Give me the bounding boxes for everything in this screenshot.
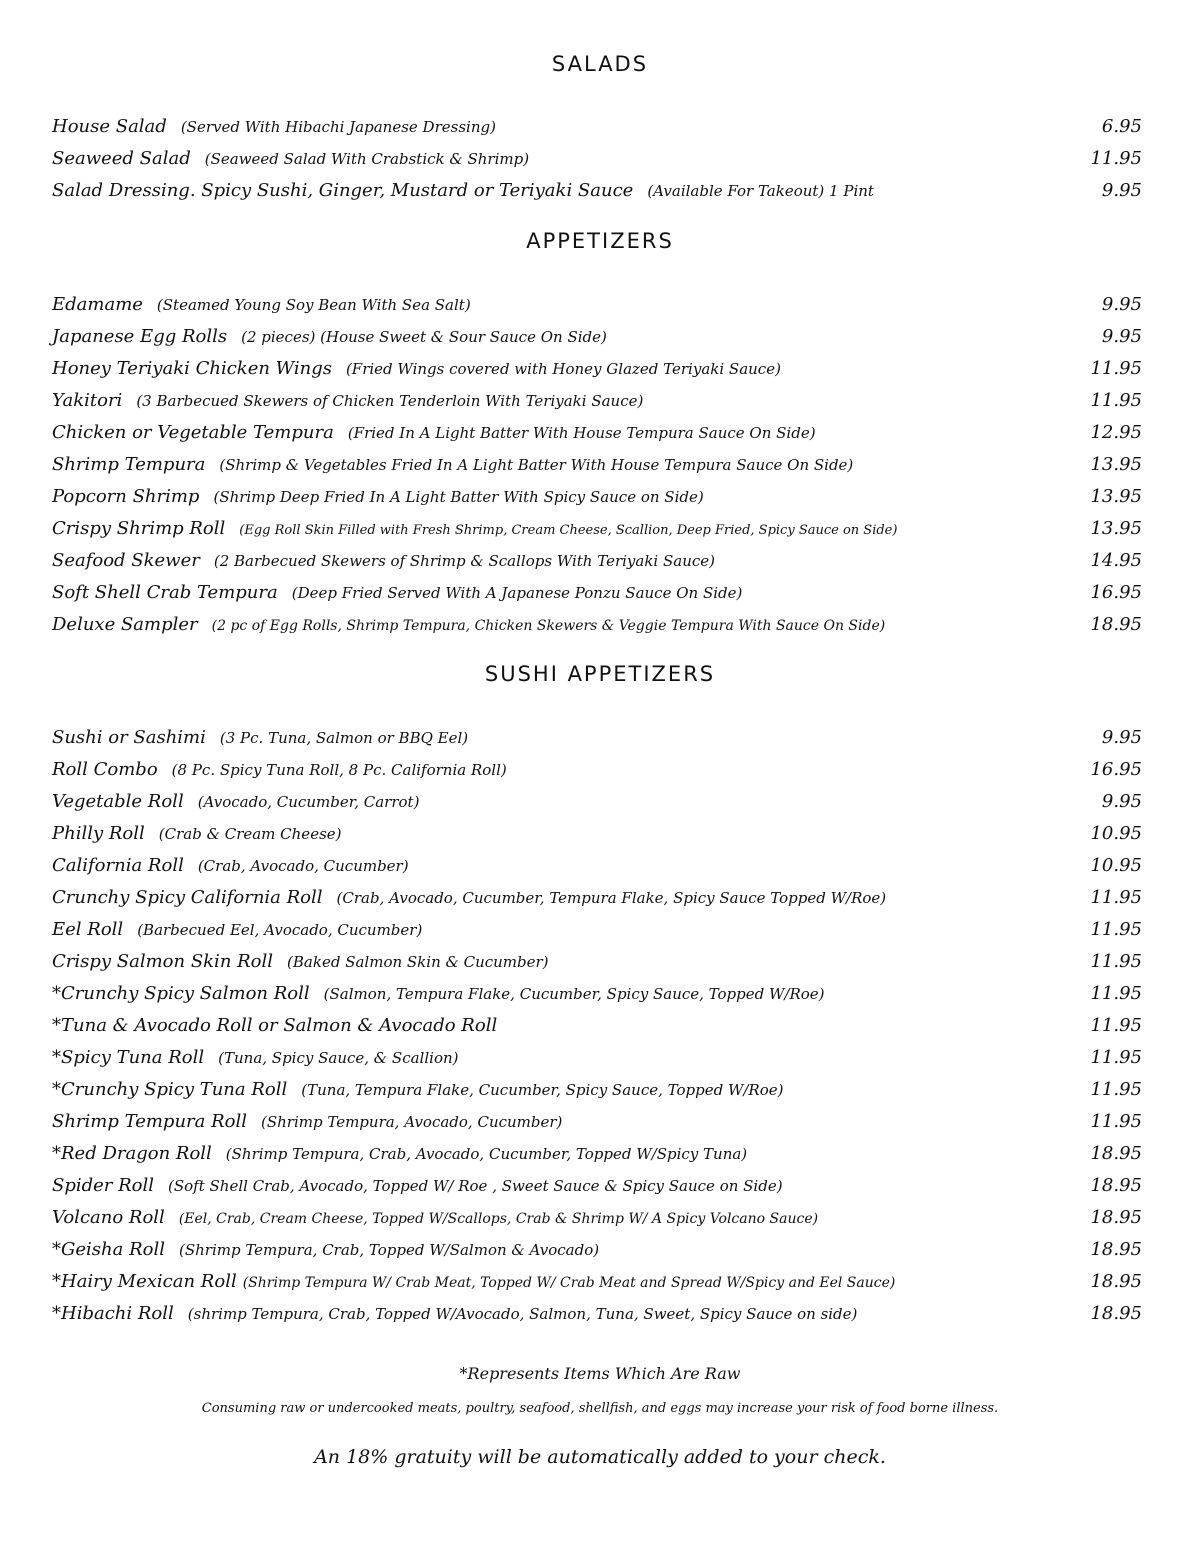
item-description: (Tuna, Tempura Flake, Cucumber, Spicy Sauce, Topped W/Roe) <box>301 1081 784 1099</box>
item-price: 18.95 <box>1090 1207 1142 1228</box>
item-name: Crispy Shrimp Roll <box>52 518 226 539</box>
item-description: (3 Barbecued Skewers of Chicken Tenderloin With Teriyaki Sauce) <box>136 392 644 410</box>
item-description: (Shrimp Tempura, Avocado, Cucumber) <box>261 1113 563 1131</box>
menu-item <box>52 614 1142 644</box>
item-price: 13.95 <box>1090 518 1142 539</box>
item-description: (Salmon, Tempura Flake, Cucumber, Spicy Sauce, Topped W/Roe) <box>323 985 825 1003</box>
health-disclaimer: Consuming raw or undercooked meats, poultry, seafood, shellfish, and eggs may increase your risk of food borne illness. <box>201 1401 999 1416</box>
item-description: (Egg Roll Skin Filled with Fresh Shrimp, Cream Cheese, Scallion, Deep Fried, Spicy Sauce on Side) <box>239 523 898 538</box>
item-name: *Tuna & Avocado Roll or Salmon & Avocado Roll <box>52 1015 498 1036</box>
menu-item <box>52 1271 1142 1301</box>
item-name: Salad Dressing. Spicy Sushi, Ginger, Mustard or Teriyaki Sauce <box>52 180 634 201</box>
menu-item <box>52 422 1142 452</box>
menu-item <box>52 951 1142 981</box>
menu-item <box>52 390 1142 420</box>
item-name: Shrimp Tempura <box>52 454 206 475</box>
item-name: *Spicy Tuna Roll <box>52 1047 205 1068</box>
item-price: 11.95 <box>1090 390 1142 411</box>
menu-item <box>52 486 1142 516</box>
menu-item <box>52 1303 1142 1333</box>
item-description: (2 pc of Egg Rolls, Shrimp Tempura, Chicken Skewers & Veggie Tempura With Sauce On Side) <box>211 618 886 634</box>
menu-item <box>52 358 1142 388</box>
item-description: (Served With Hibachi Japanese Dressing) <box>180 118 496 136</box>
item-name: California Roll <box>52 855 184 876</box>
item-price: 9.95 <box>1101 294 1142 315</box>
menu-item <box>52 855 1142 885</box>
item-price: 11.95 <box>1090 983 1142 1004</box>
item-price: 18.95 <box>1090 1303 1142 1324</box>
menu-item <box>52 1047 1142 1077</box>
item-description: (Barbecued Eel, Avocado, Cucumber) <box>137 921 423 939</box>
item-name: *Hairy Mexican Roll <box>52 1271 237 1292</box>
section-title-sushi-appetizers: SUSHI APPETIZERS <box>484 662 716 686</box>
item-price: 11.95 <box>1090 1079 1142 1100</box>
item-name: Deluxe Sampler <box>52 614 198 635</box>
item-name: Seaweed Salad <box>52 148 191 169</box>
menu-item <box>52 1207 1142 1237</box>
menu-item <box>52 1015 1142 1045</box>
section-title-salads: SALADS <box>551 52 649 76</box>
item-price: 13.95 <box>1090 454 1142 475</box>
menu-item <box>52 759 1142 789</box>
item-description: (Baked Salmon Skin & Cucumber) <box>287 953 549 971</box>
item-price: 11.95 <box>1090 148 1142 169</box>
item-name: *Geisha Roll <box>52 1239 165 1260</box>
item-name: Shrimp Tempura Roll <box>52 1111 248 1132</box>
item-name: *Crunchy Spicy Salmon Roll <box>52 983 310 1004</box>
item-description: (8 Pc. Spicy Tuna Roll, 8 Pc. California Roll) <box>171 761 507 779</box>
item-price: 11.95 <box>1090 919 1142 940</box>
item-name: Eel Roll <box>52 919 124 940</box>
item-price: 11.95 <box>1090 1111 1142 1132</box>
item-name: *Hibachi Roll <box>52 1303 174 1324</box>
item-price: 11.95 <box>1090 887 1142 908</box>
menu-item <box>52 1175 1142 1205</box>
menu-item <box>52 180 1142 210</box>
item-description: (Shrimp Tempura, Crab, Topped W/Salmon & Avocado) <box>178 1241 600 1259</box>
item-price: 10.95 <box>1090 855 1142 876</box>
menu-item <box>52 294 1142 324</box>
item-description: (Eel, Crab, Cream Cheese, Topped W/Scallops, Crab & Shrimp W/ A Spicy Volcano Sauce) <box>178 1211 819 1227</box>
item-name: Vegetable Roll <box>52 791 184 812</box>
item-name: House Salad <box>52 116 167 137</box>
menu-item <box>52 1143 1142 1173</box>
item-description: (shrimp Tempura, Crab, Topped W/Avocado, Salmon, Tuna, Sweet, Spicy Sauce on side) <box>187 1305 858 1323</box>
item-price: 18.95 <box>1090 1143 1142 1164</box>
menu-item <box>52 1079 1142 1109</box>
item-description: (Shrimp Deep Fried In A Light Batter With Spicy Sauce on Side) <box>213 488 704 506</box>
item-description: (Avocado, Cucumber, Carrot) <box>197 793 420 811</box>
item-price: 18.95 <box>1090 1239 1142 1260</box>
raw-items-note: *Represents Items Which Are Raw <box>459 1364 741 1383</box>
item-name: *Crunchy Spicy Tuna Roll <box>52 1079 288 1100</box>
item-name: Japanese Egg Rolls <box>52 326 228 347</box>
item-description: (Deep Fried Served With A Japanese Ponzu Sauce On Side) <box>291 584 743 602</box>
item-price: 18.95 <box>1090 614 1142 635</box>
item-name: Crispy Salmon Skin Roll <box>52 951 274 972</box>
item-price: 9.95 <box>1101 326 1142 347</box>
item-price: 11.95 <box>1090 1015 1142 1036</box>
item-description: (2 Barbecued Skewers of Shrimp & Scallops With Teriyaki Sauce) <box>213 552 715 570</box>
item-price: 11.95 <box>1090 358 1142 379</box>
item-description: (Soft Shell Crab, Avocado, Topped W/ Roe , Sweet Sauce & Spicy Sauce on Side) <box>168 1177 783 1195</box>
gratuity-notice: An 18% gratuity will be automatically added to your check. <box>314 1446 886 1468</box>
menu-item <box>52 983 1142 1013</box>
item-description: (Shrimp & Vegetables Fried In A Light Batter With House Tempura Sauce On Side) <box>219 456 854 474</box>
item-name: Spider Roll <box>52 1175 155 1196</box>
item-name: Popcorn Shrimp <box>52 486 200 507</box>
item-price: 14.95 <box>1090 550 1142 571</box>
menu-item <box>52 454 1142 484</box>
item-description: (Available For Takeout) 1 Pint <box>647 182 874 200</box>
item-price: 16.95 <box>1090 759 1142 780</box>
menu-item <box>52 1239 1142 1269</box>
item-price: 13.95 <box>1090 486 1142 507</box>
item-description: (Fried Wings covered with Honey Glazed Teriyaki Sauce) <box>345 360 781 378</box>
item-name: Philly Roll <box>52 823 145 844</box>
item-name: Honey Teriyaki Chicken Wings <box>52 358 332 379</box>
menu-item <box>52 326 1142 356</box>
item-price: 18.95 <box>1090 1271 1142 1292</box>
item-description: (Crab, Avocado, Cucumber) <box>197 857 409 875</box>
menu-item <box>52 791 1142 821</box>
item-name: Edamame <box>52 294 143 315</box>
item-price: 9.95 <box>1101 727 1142 748</box>
item-description: (3 Pc. Tuna, Salmon or BBQ Eel) <box>219 729 469 747</box>
item-name: Seafood Skewer <box>52 550 200 571</box>
item-price: 11.95 <box>1090 951 1142 972</box>
menu-item <box>52 116 1142 146</box>
item-name: Soft Shell Crab Tempura <box>52 582 278 603</box>
menu-item <box>52 1111 1142 1141</box>
menu-item <box>52 518 1142 548</box>
item-name: Volcano Roll <box>52 1207 165 1228</box>
item-name: *Red Dragon Roll <box>52 1143 212 1164</box>
item-name: Sushi or Sashimi <box>52 727 206 748</box>
item-name: Roll Combo <box>52 759 158 780</box>
item-description: (Crab & Cream Cheese) <box>158 825 342 843</box>
item-description: (2 pieces) (House Sweet & Sour Sauce On Side) <box>241 328 607 346</box>
item-name: Chicken or Vegetable Tempura <box>52 422 334 443</box>
item-price: 6.95 <box>1101 116 1142 137</box>
item-price: 16.95 <box>1090 582 1142 603</box>
item-description: (Shrimp Tempura, Crab, Avocado, Cucumber, Topped W/Spicy Tuna) <box>225 1145 748 1163</box>
item-price: 10.95 <box>1090 823 1142 844</box>
item-name: Yakitori <box>52 390 123 411</box>
menu-item <box>52 823 1142 853</box>
menu-item <box>52 727 1142 757</box>
item-price: 9.95 <box>1101 180 1142 201</box>
item-description: (Steamed Young Soy Bean With Sea Salt) <box>156 296 471 314</box>
item-description: (Tuna, Spicy Sauce, & Scallion) <box>218 1049 459 1067</box>
item-price: 12.95 <box>1090 422 1142 443</box>
item-description: (Fried In A Light Batter With House Tempura Sauce On Side) <box>347 424 816 442</box>
item-description: (Seaweed Salad With Crabstick & Shrimp) <box>204 150 530 168</box>
section-title-appetizers: APPETIZERS <box>526 229 674 253</box>
item-description: (Shrimp Tempura W/ Crab Meat, Topped W/ Crab Meat and Spread W/Spicy and Eel Sauce) <box>242 1275 896 1291</box>
menu-item <box>52 919 1142 949</box>
menu-item <box>52 582 1142 612</box>
item-price: 18.95 <box>1090 1175 1142 1196</box>
item-name: Crunchy Spicy California Roll <box>52 887 323 908</box>
item-description: (Crab, Avocado, Cucumber, Tempura Flake, Spicy Sauce Topped W/Roe) <box>336 889 887 907</box>
menu-item <box>52 148 1142 178</box>
item-price: 11.95 <box>1090 1047 1142 1068</box>
menu-item <box>52 550 1142 580</box>
menu-item <box>52 887 1142 917</box>
item-price: 9.95 <box>1101 791 1142 812</box>
